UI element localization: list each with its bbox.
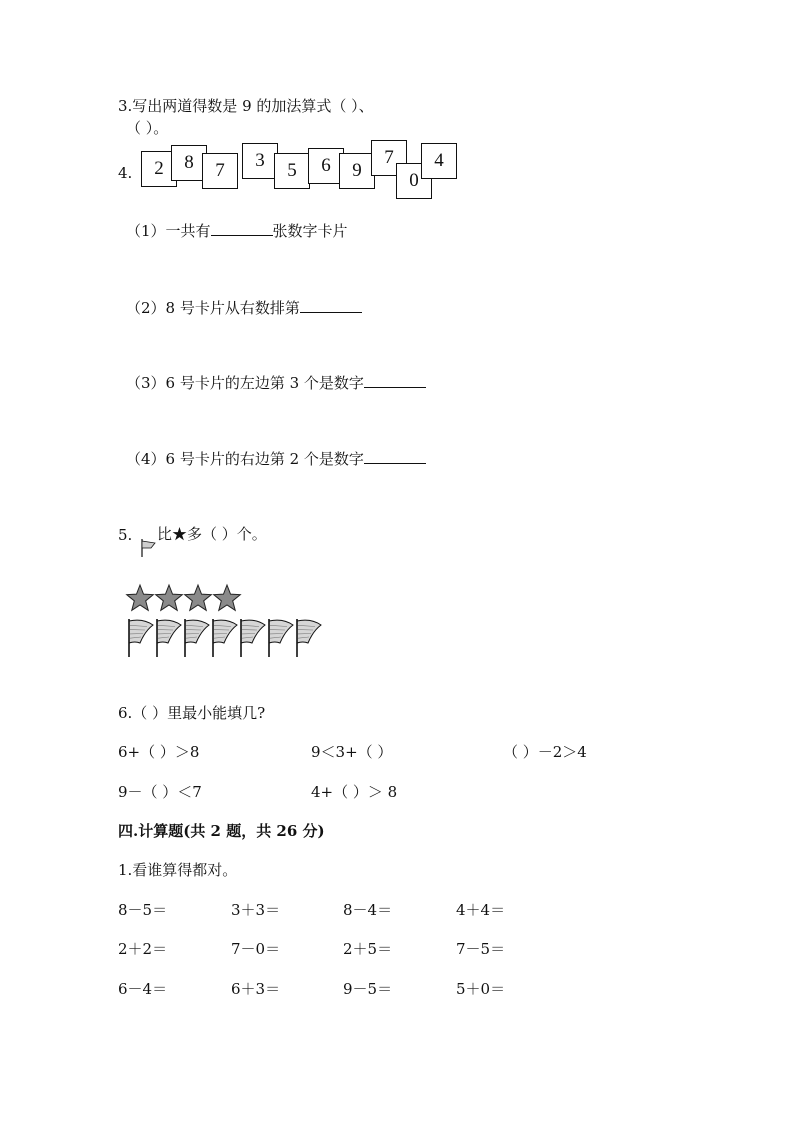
answer-blank[interactable]: [300, 298, 362, 313]
number-card: 4: [421, 143, 457, 179]
number-card: 6: [308, 148, 344, 184]
number-card: 9: [339, 153, 375, 189]
star-icon: [214, 585, 241, 610]
section-heading: 四.计算题(共 2 题，共 26 分): [118, 822, 325, 840]
answer-blank[interactable]: [211, 221, 273, 236]
answer-blank[interactable]: [364, 373, 426, 388]
q6-title: 6.（ ）里最小能填几?: [118, 704, 266, 722]
calc-item: 8－5＝: [118, 901, 168, 919]
stars-row: [125, 584, 245, 614]
star-icon: [127, 585, 154, 610]
number-card: 7: [202, 153, 238, 189]
q3-line2: （ ）。: [126, 119, 169, 137]
star-icon: [185, 585, 212, 610]
q6-item: 6+（ ）＞8: [118, 743, 200, 761]
q4-sub4-text: （4）6 号卡片的右边第 2 个是数字: [126, 450, 364, 468]
q1-title: 1.看谁算得都对。: [118, 861, 238, 879]
calc-item: 6＋3＝: [231, 980, 281, 998]
calc-item: 7－5＝: [456, 940, 506, 958]
flag-icon: [213, 619, 237, 657]
q4-sub4: [126, 449, 426, 469]
flag-icon: [269, 619, 293, 657]
number-card: 5: [274, 153, 310, 189]
q5-number: 5.: [118, 526, 133, 544]
flag-icon: [129, 619, 153, 657]
q4-sub1: [126, 221, 348, 241]
q4-sub3: [126, 373, 426, 393]
q6-item: （ ）－2＞4: [503, 743, 587, 761]
number-card: 2: [141, 151, 177, 187]
q3-line1: 3.写出两道得数是 9 的加法算式（ ）、: [118, 97, 374, 115]
q6-item: 9＜3+（ ）: [311, 743, 393, 761]
flag-icon: [241, 619, 265, 657]
calc-item: 5＋0＝: [456, 980, 506, 998]
calc-item: 3＋3＝: [231, 901, 281, 919]
calc-item: 8－4＝: [343, 901, 393, 919]
calc-item: 2＋5＝: [343, 940, 393, 958]
flag-icon: [157, 619, 181, 657]
number-card: 3: [242, 143, 278, 179]
q4-sub2: [126, 298, 362, 318]
answer-blank[interactable]: [364, 449, 426, 464]
q4-sub2-text: （2）8 号卡片从右数排第: [126, 299, 300, 317]
number-card: 7: [371, 140, 407, 176]
number-card: 0: [396, 163, 432, 199]
calc-item: 2＋2＝: [118, 940, 168, 958]
q6-item: 4+（ ）＞ 8: [311, 783, 398, 801]
number-card: 8: [171, 145, 207, 181]
calc-item: 9－5＝: [343, 980, 393, 998]
calc-item: 4＋4＝: [456, 901, 506, 919]
q4-number: 4.: [118, 164, 133, 182]
calc-item: 6－4＝: [118, 980, 168, 998]
flags-row: [125, 617, 325, 659]
star-icon: [156, 585, 183, 610]
flag-icon: [185, 619, 209, 657]
q4-sub1-text-after: 张数字卡片: [272, 222, 348, 240]
small-flag-icon: [140, 538, 156, 558]
q6-item: 9－（ ）＜7: [118, 783, 202, 801]
q4-sub3-text: （3）6 号卡片的左边第 3 个是数字: [126, 374, 364, 392]
q5-text: 比★多（ ）个。: [157, 525, 267, 543]
calc-item: 7－0＝: [231, 940, 281, 958]
flag-icon: [297, 619, 321, 657]
q4-sub1-text: （1）一共有: [126, 222, 211, 240]
